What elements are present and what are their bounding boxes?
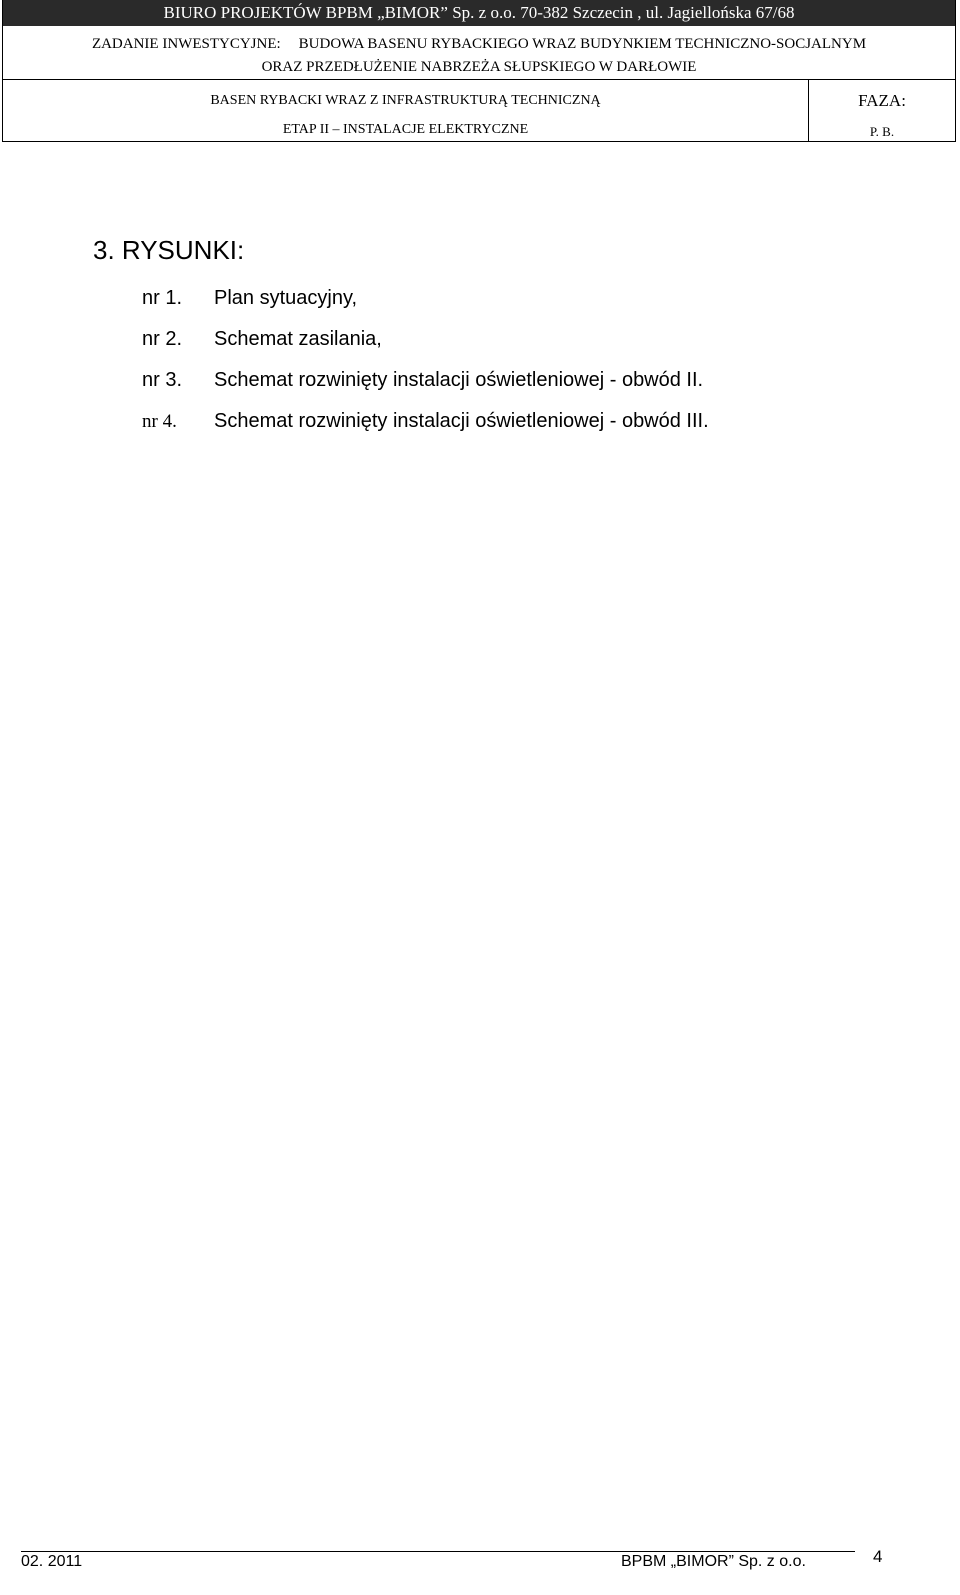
drawing-number: nr 4.	[142, 411, 177, 432]
section-title: 3. RYSUNKI:	[93, 235, 245, 265]
footer-divider	[21, 1551, 855, 1552]
list-item	[0, 369, 960, 399]
task-line-1: BUDOWA BASENU RYBACKIEGO WRAZ BUDYNKIEM TECHNICZNO-SOCJALNYM	[298, 36, 867, 52]
list-item	[0, 328, 960, 358]
drawing-title: Plan sytuacyjny,	[214, 287, 358, 309]
drawing-title: Schemat rozwinięty instalacji oświetleniowej - obwód II.	[214, 369, 704, 391]
list-item	[0, 410, 960, 440]
investment-task	[3, 27, 955, 80]
footer-date: 02. 2011	[21, 1553, 83, 1570]
drawing-title: Schemat rozwinięty instalacji oświetleniowej - obwód III.	[214, 410, 709, 432]
drawing-number: nr 1.	[142, 287, 183, 309]
list-item	[0, 287, 960, 317]
object-cell	[3, 80, 809, 141]
drawing-number: nr 3.	[142, 369, 183, 391]
page-number: 4	[873, 1547, 883, 1566]
office-name: BIURO PROJEKTÓW BPBM „BIMOR” Sp. z o.o. 70-382 Szczecin , ul. Jagiellońska 67/68	[163, 3, 795, 22]
phase-cell	[809, 80, 955, 141]
phase-value: P. B.	[869, 124, 895, 139]
footer-company: BPBM „BIMOR” Sp. z o.o.	[621, 1553, 806, 1570]
task-line-2: ORAZ PRZEDŁUŻENIE NABRZEŻA SŁUPSKIEGO W DARŁOWIE	[261, 59, 697, 75]
title-block	[2, 0, 956, 142]
task-label: ZADANIE INWESTYCYJNE:	[91, 36, 281, 52]
office-banner	[3, 0, 955, 26]
phase-label: FAZA:	[858, 91, 906, 110]
drawing-number: nr 2.	[142, 328, 183, 350]
object-name: BASEN RYBACKI WRAZ Z INFRASTRUKTURĄ TECHNICZNĄ	[210, 93, 601, 108]
stage-name: ETAP II – INSTALACJE ELEKTRYCZNE	[282, 122, 529, 137]
object-row	[3, 80, 955, 141]
drawing-title: Schemat zasilania,	[214, 328, 382, 350]
